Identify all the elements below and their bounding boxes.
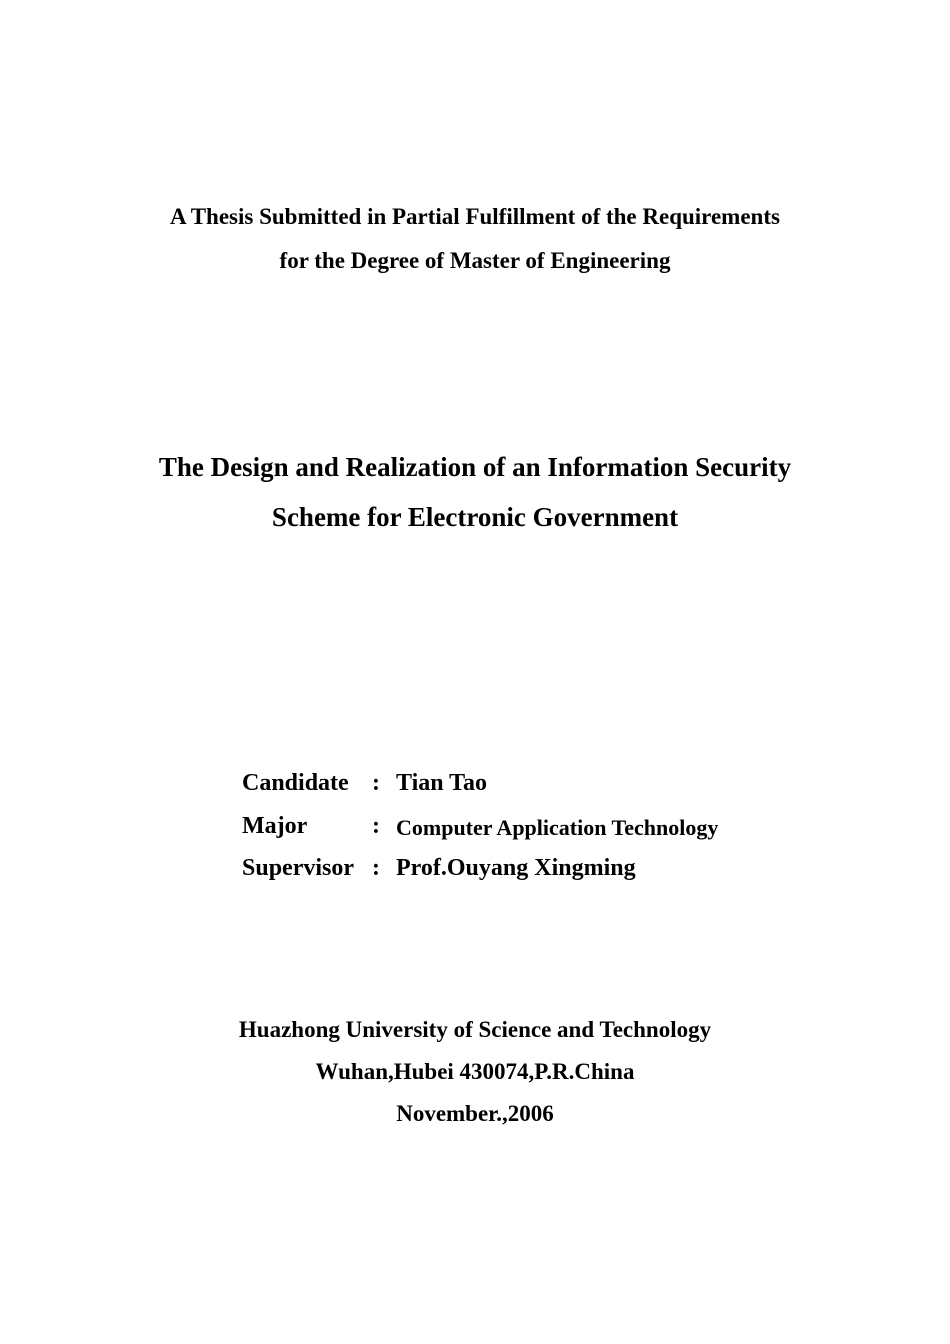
university-name: Huazhong University of Science and Technology [238,1017,712,1042]
submission-date: November.,2006 [396,1101,554,1126]
supervisor-label: Supervisor [242,855,355,881]
candidate-colon: : [372,770,380,796]
major-label: Major [242,813,308,839]
thesis-title-line-1: The Design and Realization of an Information Security [158,452,792,482]
supervisor-name: Prof.Ouyang Xingming [396,855,636,881]
candidate-label: Candidate [242,770,349,796]
thesis-title-line-2: Scheme for Electronic Government [271,502,679,532]
supervisor-colon: : [372,855,380,881]
submission-statement-line-1: A Thesis Submitted in Partial Fulfillment of the Requirements [170,204,780,229]
candidate-name: Tian Tao [396,770,487,796]
university-address: Wuhan,Hubei 430074,P.R.China [315,1059,635,1084]
major-colon: : [372,813,380,839]
major-value: Computer Application Technology [396,815,719,840]
submission-statement-line-2: for the Degree of Master of Engineering [279,248,671,273]
